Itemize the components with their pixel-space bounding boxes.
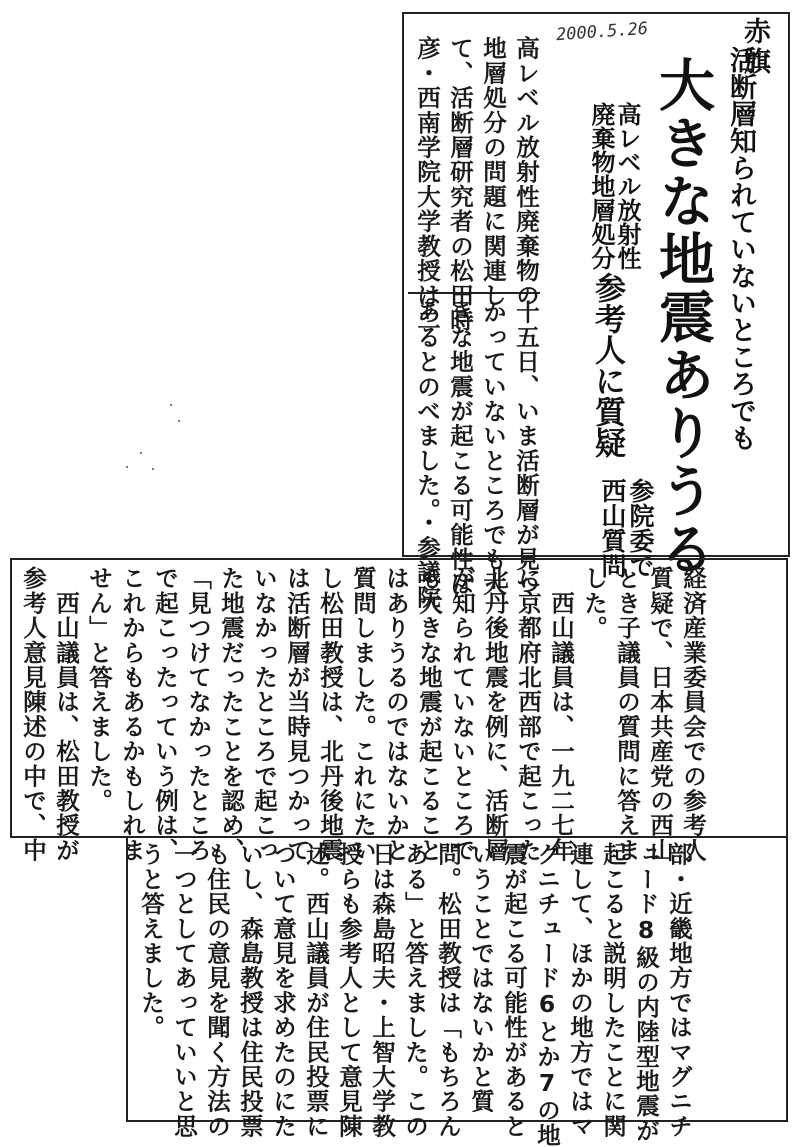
subhead-waste-disposal: 高レベル放射性 廃棄物地層処分 — [587, 102, 641, 270]
article-middle: 経済産業委員会での参考人 質疑で、日本共産党の西山 とき子議員の質問に答えま した。 西山議員は、一九二七年 に京都府北西部で起こった 北丹後地震を例に、活断層 が知られていないところで も大きな地震が起こること はありうるのではないかと 質問しました。これにたい し松田教授は、北丹後地震 は活断層が当時見つかって いなかったところで起こっ た地震だったことを認め、 「見つけてなかったところ で起こったっていう例は、 これからもあるかもしれま せん」と答えました。 西山議員は、松田教授が 参考人意見陳述の中で、中 — [19, 566, 707, 863]
headline: 大きな地震ありうる — [650, 56, 716, 578]
scan-speck — [152, 468, 154, 470]
handwritten-date: 2000.5.26 — [555, 18, 649, 46]
article-lead-part2: 十五日、いま活断層が見つ かっていないところでも大 きな地震が起こる可能性は あるとのべました。・参議院 — [413, 300, 540, 610]
subhead-witness-questioning: 参考人に質疑 — [589, 272, 625, 458]
venue-label: 参院委で 西山質問 — [598, 478, 655, 578]
scan-speck — [126, 466, 128, 468]
scan-speck — [170, 404, 172, 406]
article-lead-part1: 高レベル放射性廃棄物の 地層処分の問題に関連し て、活断層研究者の松田時 彦・西南学院大学教授は二 — [413, 36, 540, 333]
article-bottom: 部・近畿地方ではマグニチ ュード8級の内陸型地震が 起こると説明したことに関 連して、ほかの地方ではマ グニチュード6とか7の地 震が起こる可能性があると いうことではないかと質 問。松田教授は「もちろん ある」と答えました。この 日は森島昭夫・上智大学教 授らも参考人として意見陳 述。西山議員が住民投票に ついて意見を求めたのにた いし、森島教授は住民投票 も住民の意見を聞く方法の 一つとしてあっていいと思 うと答えました。 — [137, 842, 693, 1147]
scan-speck — [140, 452, 142, 454]
newspaper-masthead: 赤旗 — [744, 17, 785, 78]
kicker-line: 活断層知られていないところでも — [725, 46, 756, 451]
scan-speck — [178, 420, 180, 422]
